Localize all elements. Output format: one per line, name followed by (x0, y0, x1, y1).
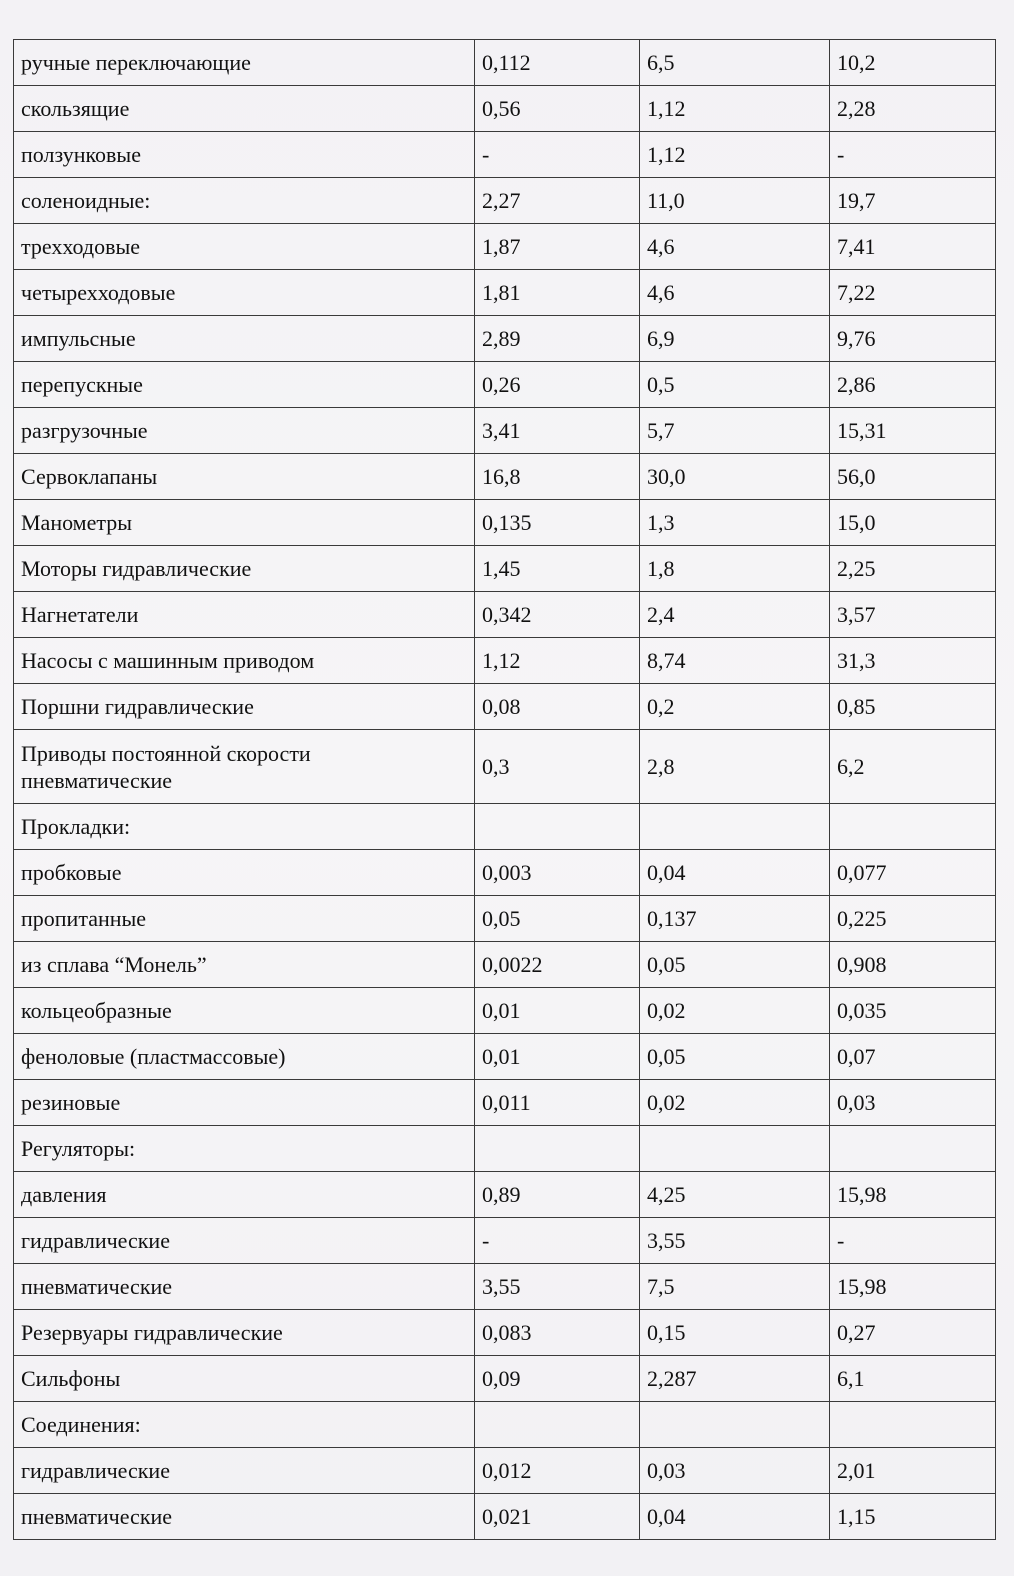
element-name-cell: ручные переключающие (14, 40, 475, 86)
max-value-cell: 15,0 (830, 500, 996, 546)
mean-value-cell: 0,137 (640, 896, 830, 942)
mean-value-cell: 2,287 (640, 1356, 830, 1402)
min-value-cell: 0,26 (475, 362, 640, 408)
table-row (14, 500, 996, 546)
element-name-cell: пропитанные (14, 896, 475, 942)
max-value-cell: 3,57 (830, 592, 996, 638)
element-name-cell: ползунковые (14, 132, 475, 178)
element-name-cell: Сильфоны (14, 1356, 475, 1402)
min-value-cell: - (475, 132, 640, 178)
mean-value-cell: 5,7 (640, 408, 830, 454)
table-row (14, 1218, 996, 1264)
element-name-cell: Нагнетатели (14, 592, 475, 638)
min-value-cell: 0,05 (475, 896, 640, 942)
max-value-cell: 56,0 (830, 454, 996, 500)
mean-value-cell: 6,9 (640, 316, 830, 362)
min-value-cell: 1,87 (475, 224, 640, 270)
table-row (14, 638, 996, 684)
element-name-cell: Сервоклапаны (14, 454, 475, 500)
mean-value-cell: 0,5 (640, 362, 830, 408)
table-row (14, 1034, 996, 1080)
table-row (14, 1264, 996, 1310)
min-value-cell: 1,12 (475, 638, 640, 684)
element-name-cell: Приводы постоянной скорости пневматические (14, 730, 475, 804)
element-name-cell: Резервуары гидравлические (14, 1310, 475, 1356)
mean-value-cell: 0,02 (640, 988, 830, 1034)
min-value-cell: 0,0022 (475, 942, 640, 988)
max-value-cell: 1,15 (830, 1494, 996, 1540)
mean-value-cell: 6,5 (640, 40, 830, 86)
table-row (14, 1494, 996, 1540)
mean-value-cell: 0,03 (640, 1448, 830, 1494)
element-name-cell: соленоидные: (14, 178, 475, 224)
element-name-cell: Регуляторы: (14, 1126, 475, 1172)
max-value-cell: 2,01 (830, 1448, 996, 1494)
table-row (14, 362, 996, 408)
element-name-cell: Соединения: (14, 1402, 475, 1448)
mean-value-cell: 4,25 (640, 1172, 830, 1218)
element-name-cell: из сплава “Монель” (14, 942, 475, 988)
table-row (14, 408, 996, 454)
table-row (14, 1448, 996, 1494)
max-value-cell: 31,3 (830, 638, 996, 684)
mean-value-cell: 0,02 (640, 1080, 830, 1126)
table-row (14, 454, 996, 500)
min-value-cell: 3,55 (475, 1264, 640, 1310)
max-value-cell: 19,7 (830, 178, 996, 224)
element-name-cell: Моторы гидравлические (14, 546, 475, 592)
table-row (14, 850, 996, 896)
table-row (14, 270, 996, 316)
min-value-cell: 0,89 (475, 1172, 640, 1218)
max-value-cell: 0,225 (830, 896, 996, 942)
table-row (14, 1310, 996, 1356)
table-row (14, 730, 996, 804)
mean-value-cell (640, 1126, 830, 1172)
table-row (14, 896, 996, 942)
mean-value-cell: 2,8 (640, 730, 830, 804)
mean-value-cell: 1,12 (640, 132, 830, 178)
max-value-cell (830, 1402, 996, 1448)
min-value-cell: 0,011 (475, 1080, 640, 1126)
table-row (14, 1080, 996, 1126)
element-name-cell: гидравлические (14, 1448, 475, 1494)
max-value-cell: 15,98 (830, 1264, 996, 1310)
element-name-cell: четырехходовые (14, 270, 475, 316)
table-row (14, 988, 996, 1034)
mean-value-cell: 1,3 (640, 500, 830, 546)
element-name-cell: Прокладки: (14, 804, 475, 850)
mean-value-cell: 11,0 (640, 178, 830, 224)
max-value-cell: 2,86 (830, 362, 996, 408)
min-value-cell: 3,41 (475, 408, 640, 454)
min-value-cell: 0,135 (475, 500, 640, 546)
table-row (14, 804, 996, 850)
mean-value-cell (640, 804, 830, 850)
min-value-cell: 16,8 (475, 454, 640, 500)
min-value-cell: 0,012 (475, 1448, 640, 1494)
element-name-cell: перепускные (14, 362, 475, 408)
table-row (14, 592, 996, 638)
table-row (14, 132, 996, 178)
element-name-cell: скользящие (14, 86, 475, 132)
max-value-cell: 0,077 (830, 850, 996, 896)
min-value-cell: 1,45 (475, 546, 640, 592)
mean-value-cell: 0,2 (640, 684, 830, 730)
max-value-cell: 15,98 (830, 1172, 996, 1218)
table-row (14, 86, 996, 132)
min-value-cell: 0,56 (475, 86, 640, 132)
min-value-cell: 0,09 (475, 1356, 640, 1402)
min-value-cell: 0,08 (475, 684, 640, 730)
mean-value-cell: 2,4 (640, 592, 830, 638)
min-value-cell: 2,89 (475, 316, 640, 362)
element-name-cell: феноловые (пластмассовые) (14, 1034, 475, 1080)
max-value-cell: 0,85 (830, 684, 996, 730)
table-row (14, 546, 996, 592)
element-name-cell: импульсные (14, 316, 475, 362)
table-row (14, 684, 996, 730)
element-name-cell: давления (14, 1172, 475, 1218)
max-value-cell: 15,31 (830, 408, 996, 454)
mean-value-cell: 0,15 (640, 1310, 830, 1356)
max-value-cell: 9,76 (830, 316, 996, 362)
table-row (14, 1356, 996, 1402)
mean-value-cell (640, 1402, 830, 1448)
table-row (14, 40, 996, 86)
max-value-cell (830, 1126, 996, 1172)
max-value-cell: 2,25 (830, 546, 996, 592)
table-row (14, 1402, 996, 1448)
min-value-cell: 0,3 (475, 730, 640, 804)
min-value-cell: 1,81 (475, 270, 640, 316)
element-name-cell: трехходовые (14, 224, 475, 270)
element-name-cell: резиновые (14, 1080, 475, 1126)
max-value-cell: 0,035 (830, 988, 996, 1034)
table-body (14, 40, 996, 1540)
min-value-cell: 0,083 (475, 1310, 640, 1356)
max-value-cell: 0,908 (830, 942, 996, 988)
mean-value-cell: 4,6 (640, 270, 830, 316)
mean-value-cell: 0,05 (640, 942, 830, 988)
table-row (14, 224, 996, 270)
element-name-cell: Манометры (14, 500, 475, 546)
min-value-cell: - (475, 1218, 640, 1264)
element-name-cell: пробковые (14, 850, 475, 896)
element-name-cell: пневматические (14, 1264, 475, 1310)
min-value-cell: 0,003 (475, 850, 640, 896)
max-value-cell: 2,28 (830, 86, 996, 132)
mean-value-cell: 1,12 (640, 86, 830, 132)
max-value-cell: - (830, 132, 996, 178)
table-row (14, 1172, 996, 1218)
min-value-cell (475, 804, 640, 850)
mean-value-cell: 8,74 (640, 638, 830, 684)
max-value-cell (830, 804, 996, 850)
max-value-cell: 0,03 (830, 1080, 996, 1126)
element-name-cell: гидравлические (14, 1218, 475, 1264)
table-row (14, 1126, 996, 1172)
element-name-cell: разгрузочные (14, 408, 475, 454)
mean-value-cell: 3,55 (640, 1218, 830, 1264)
min-value-cell: 0,342 (475, 592, 640, 638)
min-value-cell: 0,112 (475, 40, 640, 86)
element-name-cell: Насосы с машинным приводом (14, 638, 475, 684)
min-value-cell: 0,01 (475, 1034, 640, 1080)
mean-value-cell: 0,04 (640, 1494, 830, 1540)
min-value-cell (475, 1126, 640, 1172)
max-value-cell: 6,1 (830, 1356, 996, 1402)
element-name-cell: Поршни гидравлические (14, 684, 475, 730)
table-row (14, 178, 996, 224)
element-name-cell: кольцеобразные (14, 988, 475, 1034)
max-value-cell: 10,2 (830, 40, 996, 86)
element-name-cell: пневматические (14, 1494, 475, 1540)
failure-rate-table (13, 39, 996, 1540)
mean-value-cell: 1,8 (640, 546, 830, 592)
min-value-cell: 2,27 (475, 178, 640, 224)
mean-value-cell: 0,05 (640, 1034, 830, 1080)
max-value-cell: 7,41 (830, 224, 996, 270)
mean-value-cell: 7,5 (640, 1264, 830, 1310)
max-value-cell: 0,27 (830, 1310, 996, 1356)
min-value-cell: 0,01 (475, 988, 640, 1034)
max-value-cell: 6,2 (830, 730, 996, 804)
mean-value-cell: 30,0 (640, 454, 830, 500)
table-row (14, 942, 996, 988)
max-value-cell: 7,22 (830, 270, 996, 316)
max-value-cell: - (830, 1218, 996, 1264)
min-value-cell: 0,021 (475, 1494, 640, 1540)
min-value-cell (475, 1402, 640, 1448)
mean-value-cell: 4,6 (640, 224, 830, 270)
table-row (14, 316, 996, 362)
max-value-cell: 0,07 (830, 1034, 996, 1080)
mean-value-cell: 0,04 (640, 850, 830, 896)
